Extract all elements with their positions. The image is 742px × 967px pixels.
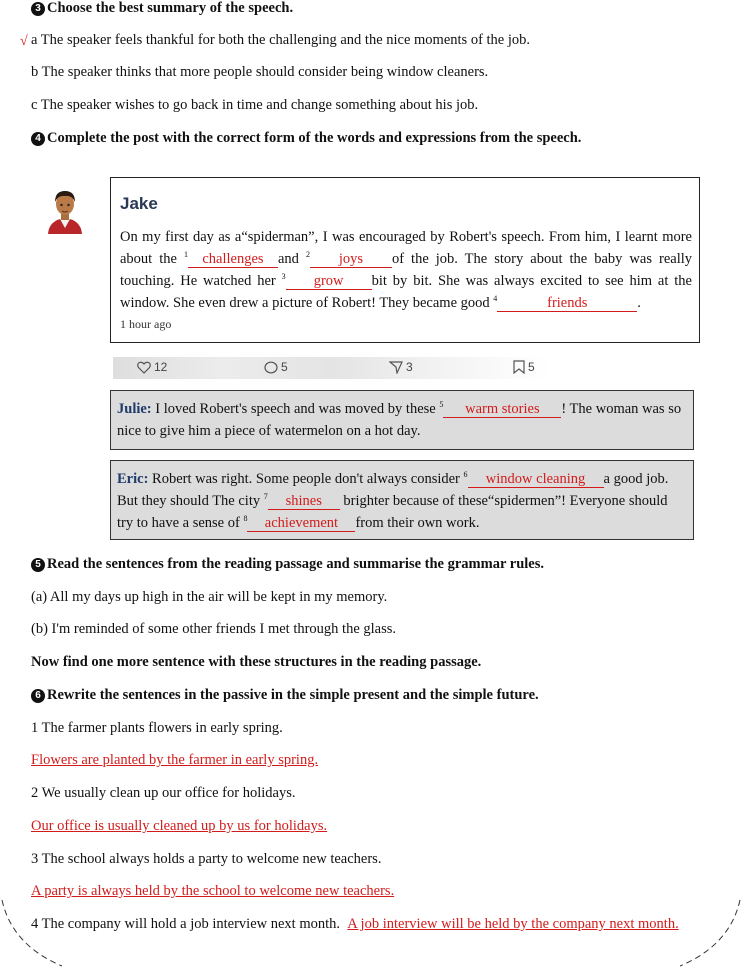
post-action-bar <box>113 357 551 379</box>
post-author: Jake <box>120 194 158 213</box>
q3-option-b: b The speaker thinks that more people should consider being window cleaners. <box>31 64 489 80</box>
post-body: On my first day as a“spiderman”, I was encouraged by Robert's speech. From him, I learnt more about the $^1$ challenges and $^2$ joys of the job. The story about the baby was really touching. He watched her $^3$ grow bit by bit. She was always excited to see him at the window. She even drew a picture of Robert! They became good $^4$ friends . <box>120 229 693 311</box>
answer-blank: joys <box>310 252 392 268</box>
q5-sentence-a: (a) All my days up high in the air will be kept in my memory. <box>31 589 388 605</box>
q5-sentence-b: (b) I'm reminded of some other friends I met through the glass. <box>31 621 397 637</box>
comment-author: Eric: <box>117 471 149 487</box>
q6-answer-2: Our office is usually cleaned up by us for holidays. <box>31 818 328 834</box>
q3-option-a: a The speaker feels thankful for both the challenging and the nice moments of the job. <box>31 32 531 48</box>
q4-heading: 4 Complete the post with the correct form of the words and expressions from the speech. <box>31 129 581 147</box>
q6-answer-4: A job interview will be held by the company next month. <box>347 916 679 932</box>
like-count: 12 <box>154 360 168 374</box>
post-timestamp: 1 hour ago <box>120 317 172 331</box>
answer-blank: grow <box>286 274 372 290</box>
save-count: 5 <box>528 360 535 374</box>
q4-number-icon: 4 <box>31 132 45 146</box>
q3-option-c: c The speaker wishes to go back in time and change something about his job. <box>31 97 479 113</box>
answer-blank: window cleaning <box>468 472 604 488</box>
q6-question-2: 2 We usually clean up our office for holidays. <box>31 785 296 801</box>
like-button[interactable] <box>137 360 167 374</box>
heart-icon <box>137 361 151 374</box>
answer-blank: challenges <box>188 252 278 268</box>
comment-author: Julie: <box>117 401 152 417</box>
q5-heading: 5 Read the sentences from the reading passage and summarise the grammar rules. <box>31 555 544 573</box>
avatar <box>44 186 86 234</box>
share-count: 3 <box>406 360 413 374</box>
answer-blank: friends <box>497 296 637 312</box>
q6-answer-3: A party is always held by the school to welcome new teachers. <box>31 883 395 899</box>
comment-julie: Julie: I loved Robert's speech and was moved by these $^5$ warm stories ! The woman was so nice to give him a piece of watermelon on a hot day. <box>110 390 694 450</box>
q6-heading: 6 Rewrite the sentences in the passive in the simple present and the simple future. <box>31 686 539 704</box>
q6-answer-1: Flowers are planted by the farmer in early spring. <box>31 752 319 768</box>
comment-icon <box>264 361 278 374</box>
answer-blank: achievement <box>247 516 355 532</box>
social-post <box>110 177 700 343</box>
save-button[interactable] <box>513 360 535 374</box>
page-edge-decoration <box>0 890 742 967</box>
comment-button[interactable] <box>264 360 288 374</box>
q6-question-3: 3 The school always holds a party to welcome new teachers. <box>31 851 382 867</box>
q5-number-icon: 5 <box>31 558 45 572</box>
q6-question-1: 1 The farmer plants flowers in early spring. <box>31 720 283 736</box>
comment-eric: Eric: Robert was right. Some people don't always consider $^6$ window cleaning a good job. But they should The city $^7$ shines brighter because of these“spidermen”! Everyone should try to have a sense of $^8$ achievement from their own work. <box>110 460 694 540</box>
q3-number-icon: 3 <box>31 2 45 16</box>
bookmark-icon <box>513 360 525 374</box>
q5-instruction: Now find one more sentence with these structures in the reading passage. <box>31 654 482 670</box>
q6-question-4: 4 The company will hold a job interview next month. A job interview will be held by the company next month. <box>31 916 679 932</box>
share-button[interactable] <box>389 360 413 374</box>
check-mark-icon: √ <box>20 34 28 49</box>
answer-blank: warm stories <box>443 402 561 418</box>
q3-heading: 3 Choose the best summary of the speech. <box>31 0 293 17</box>
share-icon <box>389 361 403 374</box>
comment-count: 5 <box>281 360 288 374</box>
answer-blank: shines <box>268 494 340 510</box>
q6-number-icon: 6 <box>31 689 45 703</box>
